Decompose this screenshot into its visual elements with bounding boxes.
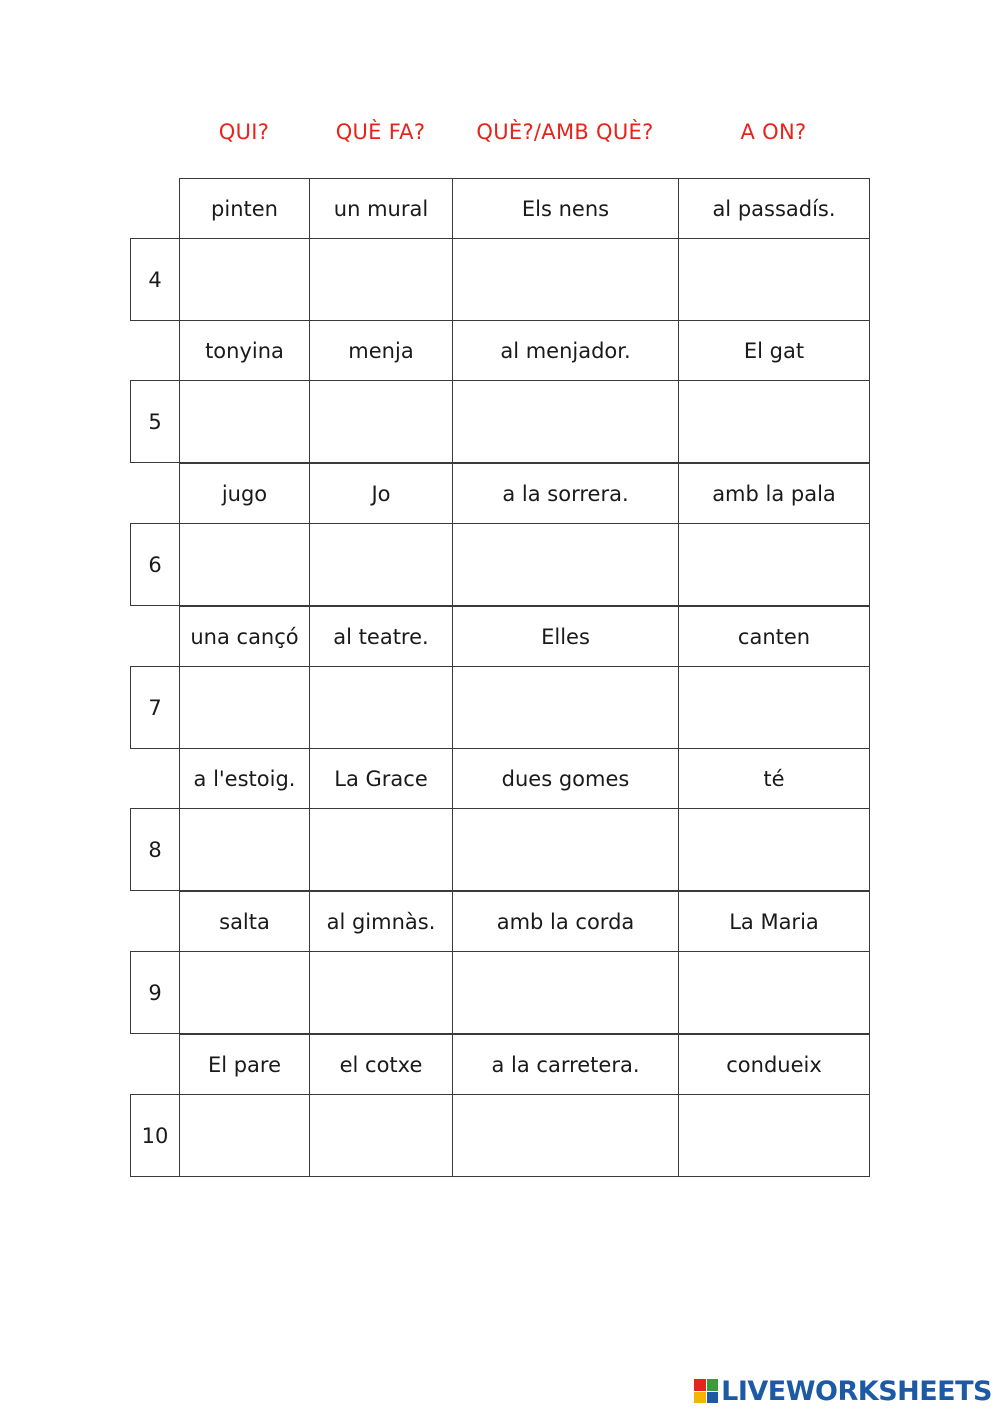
word-cell[interactable]: amb la corda [452,891,679,952]
word-cell[interactable]: el cotxe [309,1034,453,1095]
answer-drop-cell[interactable] [179,808,310,891]
answer-drop-cell[interactable] [309,808,453,891]
word-cell[interactable]: a la sorrera. [452,463,679,524]
answer-drop-cell[interactable] [678,238,870,321]
word-cell[interactable]: La Grace [309,748,453,809]
word-cell[interactable]: al menjador. [452,320,679,381]
logo-text: LIVEWORKSHEETS [721,1375,992,1407]
answer-drop-cell[interactable] [309,523,453,606]
answer-drop-cell[interactable] [179,951,310,1034]
answer-drop-cell[interactable] [678,808,870,891]
word-cell[interactable]: pinten [179,178,310,239]
row-number: 7 [130,666,180,749]
header-qui: QUI? [218,120,270,144]
word-cell[interactable]: un mural [309,178,453,239]
word-cell[interactable]: té [678,748,870,809]
answer-drop-cell[interactable] [452,238,679,321]
liveworksheets-logo [694,1374,992,1408]
word-cell[interactable]: una cançó [179,606,310,667]
word-cell[interactable]: menja [309,320,453,381]
word-cell[interactable]: a l'estoig. [179,748,310,809]
word-cell[interactable]: tonyina [179,320,310,381]
word-cell[interactable]: a la carretera. [452,1034,679,1095]
word-cell[interactable]: salta [179,891,310,952]
answer-drop-cell[interactable] [309,951,453,1034]
answer-drop-cell[interactable] [309,1094,453,1177]
word-cell[interactable]: al gimnàs. [309,891,453,952]
word-cell[interactable]: al teatre. [309,606,453,667]
header-a-on: A ON? [740,120,807,144]
answer-drop-cell[interactable] [179,666,310,749]
answer-drop-cell[interactable] [179,380,310,463]
word-cell[interactable]: Els nens [452,178,679,239]
word-cell[interactable]: al passadís. [678,178,870,239]
word-cell[interactable]: El gat [678,320,870,381]
word-cell[interactable]: Jo [309,463,453,524]
row-number: 4 [130,238,180,321]
word-cell[interactable]: dues gomes [452,748,679,809]
row-number: 8 [130,808,180,891]
answer-drop-cell[interactable] [179,238,310,321]
logo-mark-icon [694,1379,718,1403]
answer-drop-cell[interactable] [452,380,679,463]
word-cell[interactable]: amb la pala [678,463,870,524]
word-cell[interactable]: La Maria [678,891,870,952]
answer-drop-cell[interactable] [309,666,453,749]
row-number: 6 [130,523,180,606]
word-cell[interactable]: condueix [678,1034,870,1095]
answer-drop-cell[interactable] [452,808,679,891]
answer-drop-cell[interactable] [309,380,453,463]
answer-drop-cell[interactable] [452,666,679,749]
word-cell[interactable]: jugo [179,463,310,524]
header-que-amb-que: QUÈ?/AMB QUÈ? [476,120,654,144]
answer-drop-cell[interactable] [678,380,870,463]
answer-drop-cell[interactable] [179,1094,310,1177]
header-que-fa: QUÈ FA? [335,120,426,144]
answer-drop-cell[interactable] [678,523,870,606]
answer-drop-cell[interactable] [678,666,870,749]
row-number: 5 [130,380,180,463]
row-number: 9 [130,951,180,1034]
answer-drop-cell[interactable] [179,523,310,606]
word-cell[interactable]: canten [678,606,870,667]
answer-drop-cell[interactable] [678,951,870,1034]
answer-drop-cell[interactable] [452,951,679,1034]
word-cell[interactable]: El pare [179,1034,310,1095]
answer-drop-cell[interactable] [678,1094,870,1177]
answer-drop-cell[interactable] [452,1094,679,1177]
row-number: 10 [130,1094,180,1177]
answer-drop-cell[interactable] [452,523,679,606]
word-cell[interactable]: Elles [452,606,679,667]
answer-drop-cell[interactable] [309,238,453,321]
